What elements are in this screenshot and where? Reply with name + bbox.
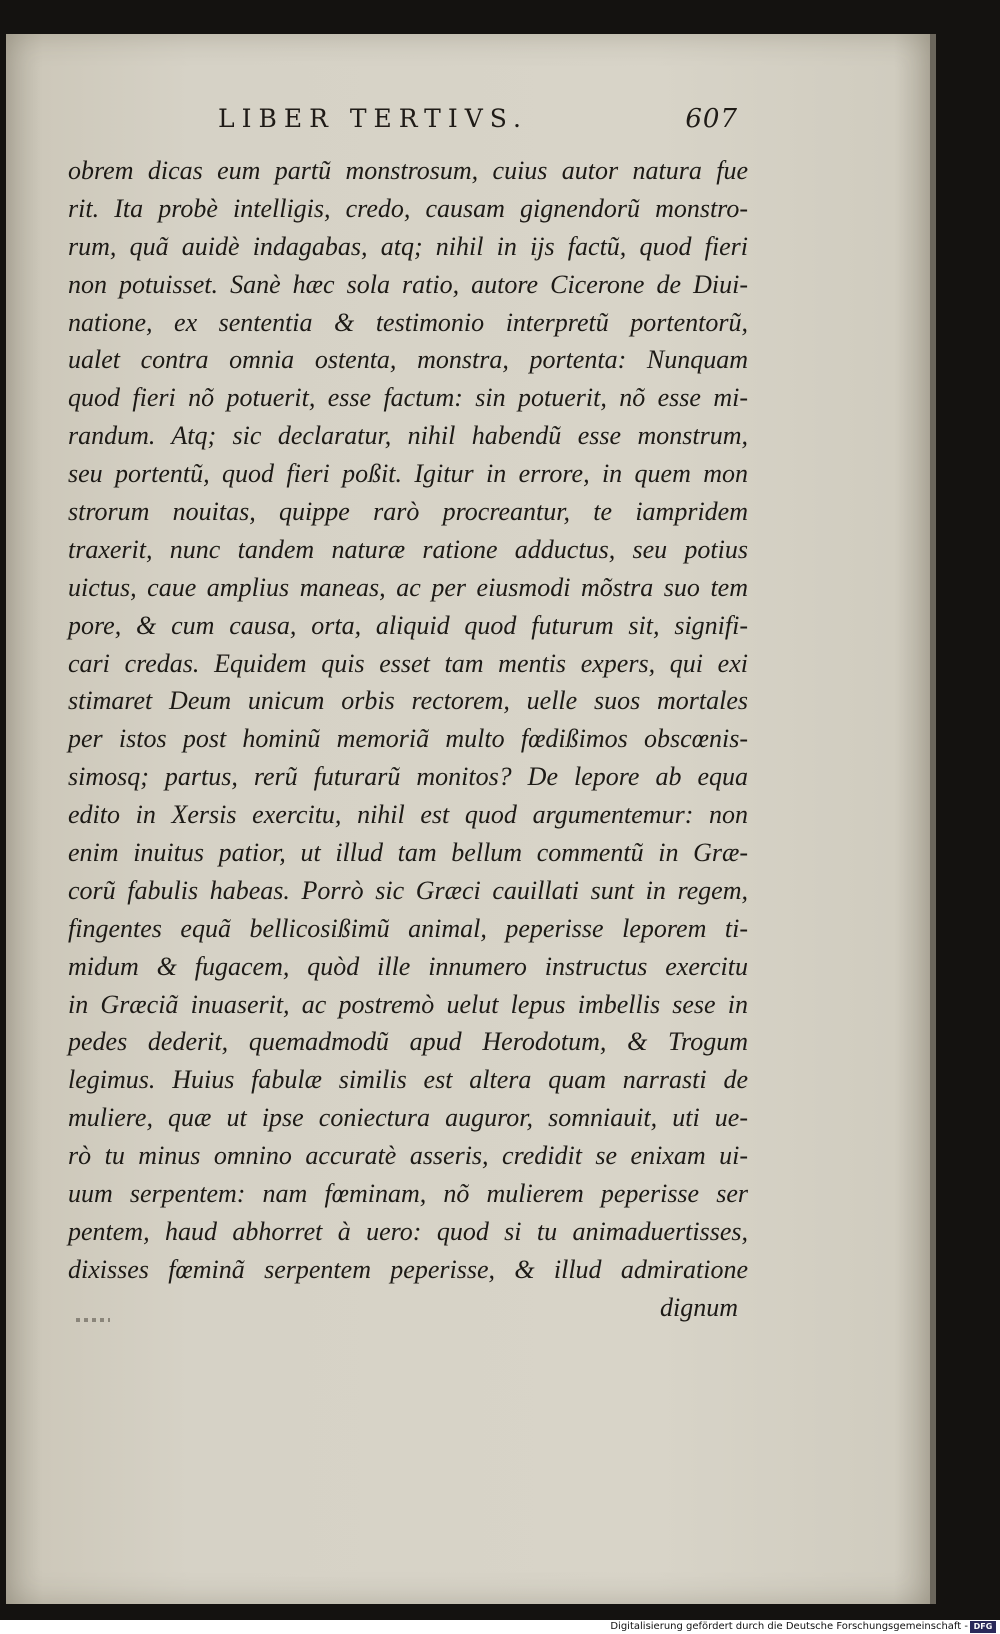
dfg-logo: DFG	[970, 1621, 996, 1633]
text-line: cari credas. Equidem quis esset tam mentis expers, qui exi	[68, 648, 748, 678]
catchword: dignum	[660, 1292, 738, 1322]
text-line: simosq; partus, rerũ futurarũ monitos? De lepore ab equa	[68, 762, 748, 792]
text-line: enim inuitus patior, ut illud tam bellum commentũ in Græ-	[68, 838, 748, 868]
text-line: obrem dicas eum partũ monstrosum, cuius autor natura fue	[68, 156, 748, 185]
text-line: in Græciã inuaserit, ac postremò uelut lepus imbellis sese in	[68, 989, 748, 1019]
text-line: strorum nouitas, quippe rarò procreantur, te iampridem	[68, 497, 748, 527]
text-line: natione, ex sententia & testimonio interpretũ portentorũ,	[68, 307, 748, 337]
text-line: uum serpentem: nam fœminam, nõ mulierem peperisse ser	[68, 1179, 748, 1209]
text-line: seu portentũ, quod fieri poßit. Igitur in errore, in quem mon	[68, 459, 748, 489]
text-line: midum & fugacem, quòd ille innumero instructus exercitu	[68, 951, 748, 981]
digitization-credit: Digitalisierung gefördert durch die Deutsche Forschungsgemeinschaft -	[610, 1621, 968, 1632]
text-line: muliere, quæ ut ipse coniectura auguror, somniauit, uti ue-	[68, 1103, 748, 1133]
text-line: dixisses fœminã serpentem peperisse, & illud admiratione	[68, 1254, 748, 1284]
text-line: rit. Ita probè intelligis, credo, causam gignendorũ monstro-	[68, 193, 748, 223]
page-edge	[930, 34, 936, 1604]
text-line: rum, quã auidè indagabas, atq; nihil in ijs factũ, quod fieri	[68, 231, 748, 261]
text-line: rò tu minus omnino accuratè asseris, credidit se enixam ui-	[68, 1141, 748, 1171]
text-line: edito in Xersis exercitu, nihil est quod argumentemur: non	[68, 800, 748, 830]
text-line: non potuisset. Sanè hæc sola ratio, autore Cicerone de Diui-	[68, 269, 748, 299]
text-line: traxerit, nunc tandem naturæ ratione adductus, seu potius	[68, 534, 748, 564]
text-line: stimaret Deum unicum orbis rectorem, uelle suos mortales	[68, 686, 748, 716]
text-line: pore, & cum causa, orta, aliquid quod futurum sit, signifi-	[68, 610, 748, 640]
text-line: per istos post hominũ memoriã multo fœdißimos obscœnis-	[68, 724, 748, 754]
text-line: legimus. Huius fabulæ similis est altera quam narrasti de	[68, 1065, 748, 1095]
text-line: pedes dederit, quemadmodũ apud Herodotum, & Trogum	[68, 1027, 748, 1057]
text-line: randum. Atq; sic declaratur, nihil habendũ esse monstrum,	[68, 421, 748, 451]
text-line: fingentes equã bellicosißimũ animal, peperisse leporem ti-	[68, 913, 748, 943]
text-line: quod fieri nõ potuerit, esse factum: sin potuerit, nõ esse mi-	[68, 383, 748, 413]
body-text	[68, 152, 748, 1327]
text-line: pentem, haud abhorret à uero: quod si tu animaduertisses,	[68, 1216, 748, 1246]
text-line: ualet contra omnia ostenta, monstra, portenta: Nunquam	[68, 345, 748, 375]
text-line: uictus, caue amplius maneas, ac per eiusmodi mõstra suo tem	[68, 572, 748, 602]
page-header	[218, 104, 738, 144]
running-head: LIBER TERTIVS.	[218, 104, 528, 133]
text-line: corũ fabulis habeas. Porrò sic Græci cauillati sunt in regem,	[68, 875, 748, 905]
ink-smudge	[76, 1318, 110, 1322]
page-number: 607	[685, 104, 738, 134]
